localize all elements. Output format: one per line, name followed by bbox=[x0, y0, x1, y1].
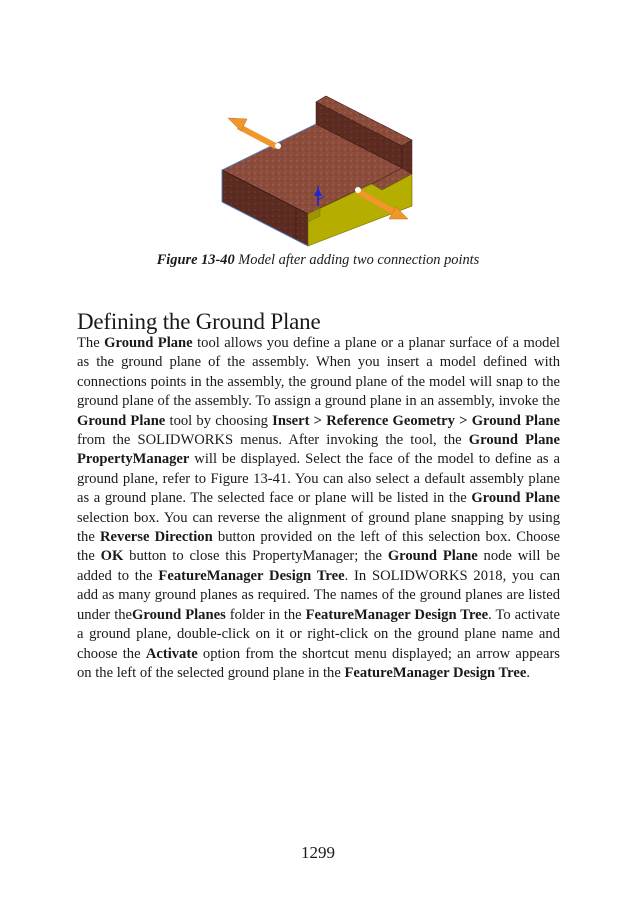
figure-caption-text: Model after adding two connection points bbox=[234, 252, 480, 268]
body-text-run: button provided on the left of this selection box. Choose the bbox=[77, 529, 560, 565]
body-bold-term: FeatureManager Design Tree bbox=[158, 567, 345, 584]
body-text-run: tool allows you define a plane or a planar surface of a model as the ground plane of the assembly. When you insert a model defined with connections points in the assembly, the ground plane of the model will snap to the ground plane of the assembly. To assign a ground plane in an assembly, invoke the bbox=[77, 335, 560, 410]
body-text-run: option from the shortcut menu displayed; an arrow appears on the left of the selected ground plane in the bbox=[77, 645, 560, 681]
body-bold-term: FeatureManager Design Tree bbox=[305, 606, 489, 623]
body-text-run: . In SOLIDWORKS 2018, you can add as many ground planes as required. The names of the ground planes are listed under the bbox=[77, 567, 560, 623]
body-bold-term: Insert > Reference Geometry > Ground Plane bbox=[272, 412, 560, 429]
body-text-run: will be displayed. Select the face of the model to define as a ground plane, refer to Figure 13-41. You can also select a default assembly plane as a ground plane. The selected face or plane will be listed in the bbox=[77, 451, 560, 507]
body-bold-term: Ground Plane PropertyManager bbox=[77, 432, 560, 468]
body-text-run: node will be added to the bbox=[77, 548, 560, 584]
model-illustration bbox=[200, 88, 430, 258]
figure-model-image bbox=[200, 88, 430, 258]
body-bold-term: Reverse Direction bbox=[100, 529, 213, 546]
body-bold-term: Ground Plane bbox=[387, 548, 478, 565]
connection-point-upper bbox=[275, 143, 281, 149]
body-bold-term: Ground Plane bbox=[77, 412, 166, 429]
body-text-run: from the SOLIDWORKS menus. After invoking the tool, the bbox=[77, 432, 469, 449]
body-bold-term: Ground Plane bbox=[104, 335, 193, 351]
body-bold-term: Activate bbox=[145, 645, 198, 662]
body-text-run: button to close this PropertyManager; the bbox=[123, 548, 388, 565]
figure-caption-label: Figure 13-40 bbox=[156, 252, 235, 268]
connection-arrow-upper bbox=[237, 124, 278, 149]
model-right-wall-top bbox=[402, 140, 412, 174]
connection-point-lower bbox=[355, 187, 361, 193]
body-paragraph bbox=[77, 334, 560, 683]
body-bold-term: Ground Plane bbox=[471, 490, 560, 507]
body-text-run: The bbox=[77, 335, 105, 351]
body-text-run: . To activate a ground plane, double-click on it or right-click on the ground plane name and choose the bbox=[77, 606, 560, 662]
body-bold-term: FeatureManager Design Tree bbox=[344, 664, 527, 681]
section-heading: Defining the Ground Plane bbox=[77, 309, 321, 334]
body-text-run: folder in the bbox=[225, 606, 306, 623]
figure-caption bbox=[0, 252, 636, 269]
page-number: 1299 bbox=[301, 843, 335, 862]
body-bold-term: Ground Planes bbox=[132, 606, 226, 623]
body-bold-term: OK bbox=[100, 548, 124, 565]
body-text-run: tool by choosing bbox=[165, 412, 273, 429]
body-text-run: selection box. You can reverse the alignment of ground plane snapping by using the bbox=[77, 509, 560, 546]
model-front-notch-face bbox=[296, 208, 308, 246]
body-text-run: . bbox=[526, 664, 530, 681]
